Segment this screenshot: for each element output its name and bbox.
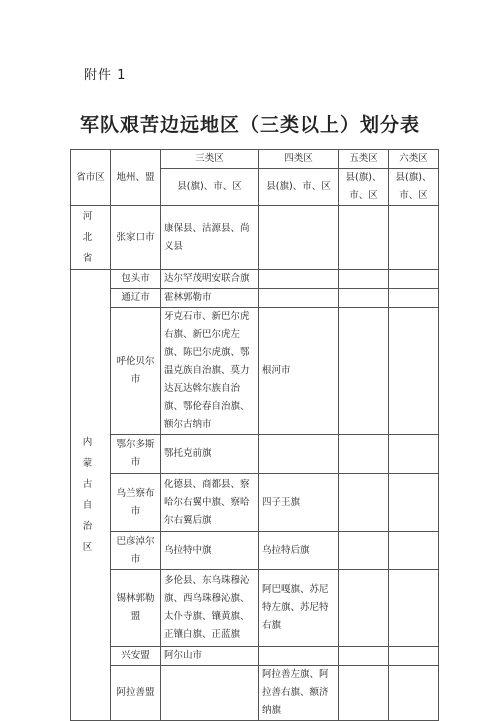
table-row xyxy=(71,206,439,270)
class4-cell xyxy=(259,270,339,289)
header-region: 地州、盟 xyxy=(111,150,161,206)
province-hebei xyxy=(71,206,111,270)
class5-cell xyxy=(339,532,389,570)
header-class6-sub: 县(旗)、市、区 xyxy=(389,169,439,206)
class4-cell xyxy=(259,435,339,474)
region-cell: 鄂尔多斯市 xyxy=(111,435,161,474)
classification-table xyxy=(70,149,439,721)
region-cell: 呼伦贝尔市 xyxy=(111,308,161,435)
class4-cell xyxy=(259,289,339,308)
province-neimenggu-line: 古 xyxy=(82,479,99,490)
table-row xyxy=(71,647,439,666)
region-cell: 乌兰察布市 xyxy=(111,474,161,532)
table-row xyxy=(71,532,439,570)
class5-cell xyxy=(339,435,389,474)
province-hebei-line: 省 xyxy=(82,253,99,264)
class6-cell xyxy=(389,206,439,270)
class3-cell: 牙克石市、新巴尔虎右旗、新巴尔虎左旗、陈巴尔虎旗、鄂温克族自治旗、莫力达瓦达斡尔族自治旗、鄂伦春自治旗、额尔古纳市 xyxy=(161,308,259,435)
class6-cell xyxy=(389,532,439,570)
class5-cell xyxy=(339,474,389,532)
header-class3-sub: 县(旗)、市、区 xyxy=(161,169,259,206)
class3-cell: 乌拉特中旗 xyxy=(161,532,259,570)
class6-cell xyxy=(389,308,439,435)
province-neimenggu-line: 自 治 xyxy=(82,500,99,532)
class4-cell: 乌拉特后旗 xyxy=(259,532,339,570)
region-cell: 张家口市 xyxy=(111,206,161,270)
table-row xyxy=(71,308,439,435)
table-row xyxy=(71,474,439,532)
header-class4: 四类区 xyxy=(259,150,339,169)
table-row xyxy=(71,666,439,721)
header-province: 省市区 xyxy=(71,150,111,206)
table-row xyxy=(71,570,439,647)
region-cell: 通辽市 xyxy=(111,289,161,308)
class5-cell xyxy=(339,308,389,435)
class6-cell xyxy=(389,435,439,474)
document-title: 军队艰苦边远地区（三类以上）划分表 xyxy=(79,114,420,136)
header-class6: 六类区 xyxy=(389,150,439,169)
header-class4-sub: 县(旗)、市、区 xyxy=(259,169,339,206)
class4-cell: 阿拉善左旗、阿拉善右旗、额济纳旗 xyxy=(259,666,339,721)
province-neimenggu-line: 区 xyxy=(82,542,99,553)
header-class3: 三类区 xyxy=(161,150,259,169)
class3-cell: 鄂托克前旗 xyxy=(161,435,259,474)
class3-cell: 化德县、商都县、察哈尔右翼中旗、察哈尔右翼后旗 xyxy=(161,474,259,532)
class4-cell: 阿巴嘎旗、苏尼特左旗、苏尼特右旗 xyxy=(259,570,339,647)
region-cell: 包头市 xyxy=(111,270,161,289)
class6-cell xyxy=(389,570,439,647)
class5-cell xyxy=(339,570,389,647)
class3-cell: 霍林郭勒市 xyxy=(161,289,259,308)
table-row xyxy=(71,270,439,289)
province-hebei-line: 河 北 xyxy=(82,211,99,243)
class3-cell: 康保县、沽源县、尚义县 xyxy=(161,206,259,270)
class5-cell xyxy=(339,647,389,666)
header-class5: 五类区 xyxy=(339,150,389,169)
class5-cell xyxy=(339,270,389,289)
province-neimenggu-line: 内 蒙 xyxy=(82,437,99,469)
class4-cell xyxy=(259,647,339,666)
region-cell: 阿拉善盟 xyxy=(111,666,161,721)
table-row xyxy=(71,435,439,474)
class4-cell: 根河市 xyxy=(259,308,339,435)
class6-cell xyxy=(389,289,439,308)
region-cell: 兴安盟 xyxy=(111,647,161,666)
class5-cell xyxy=(339,289,389,308)
region-cell: 锡林郭勒盟 xyxy=(111,570,161,647)
province-neimenggu xyxy=(71,270,111,721)
class6-cell xyxy=(389,270,439,289)
class3-cell: 多伦县、东乌珠穆沁旗、西乌珠穆沁旗、太仆寺旗、镶黄旗、正镶白旗、正蓝旗 xyxy=(161,570,259,647)
class4-cell: 四子王旗 xyxy=(259,474,339,532)
class5-cell xyxy=(339,206,389,270)
class6-cell xyxy=(389,647,439,666)
header-class5-sub: 县(旗)、市、区 xyxy=(339,169,389,206)
class3-cell xyxy=(161,666,259,721)
class5-cell xyxy=(339,666,389,721)
class4-cell xyxy=(259,206,339,270)
header-row xyxy=(71,150,439,169)
attachment-label: 附件 1 xyxy=(84,68,127,83)
class3-cell: 阿尔山市 xyxy=(161,647,259,666)
region-cell: 巴彦淖尔市 xyxy=(111,532,161,570)
table-row xyxy=(71,289,439,308)
class6-cell xyxy=(389,666,439,721)
class6-cell xyxy=(389,474,439,532)
class3-cell: 达尔罕茂明安联合旗 xyxy=(161,270,259,289)
